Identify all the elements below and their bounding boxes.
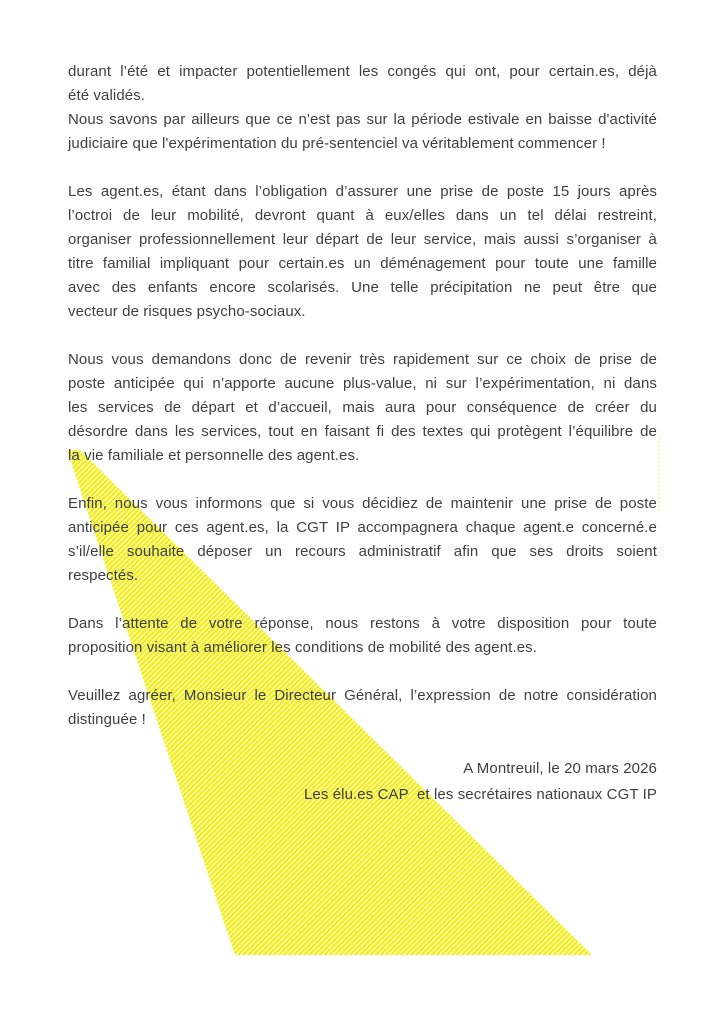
paragraph [68, 492, 657, 588]
text-line: distinguée ! [68, 711, 146, 728]
text-line: s’il/elle souhaite déposer un recours administratif afin que ses droits soient [68, 543, 657, 560]
text-line: les services de départ et d’accueil, mais aura pour conséquence de créer du [68, 399, 657, 416]
signature-block [68, 756, 657, 808]
text-line: proposition visant à améliorer les conditions de mobilité des agent.es. [68, 639, 538, 656]
text-line: durant l’été et impacter potentiellement les congés qui ont, pour certain.es, déjà [68, 63, 657, 80]
text-line: judiciaire que l'expérimentation du pré-sentenciel va véritablement commencer ! [68, 135, 606, 152]
text-line: Enfin, nous vous informons que si vous décidiez de maintenir une prise de poste [68, 495, 657, 512]
text-line: Veuillez agréer, Monsieur le Directeur Général, l’expression de notre considération [68, 687, 657, 704]
text-line: Nous savons par ailleurs que ce n'est pas sur la période estivale en baisse d'activité [68, 111, 657, 128]
signature-place-date: A Montreuil, le 20 mars 2026 [463, 760, 657, 777]
scan-artifact-line [658, 437, 660, 511]
text-line: organiser professionnellement leur départ de leur service, mais aussi s’organiser à [68, 231, 657, 248]
text-line: la vie familiale et personnelle des agent.es. [68, 447, 360, 464]
signature-signatories: Les élu.es CAP et les secrétaires nationaux CGT IP [303, 786, 657, 803]
paragraph [68, 612, 657, 660]
text-line: poste anticipée qui n’apporte aucune plus-value, ni sur l’expérimentation, ni dans [68, 375, 657, 392]
paragraph [68, 180, 657, 324]
text-line: avec des enfants encore scolarisés. Une telle précipitation ne peut être que [68, 279, 657, 296]
text-line: l’octroi de leur mobilité, devront quant à eux/elles dans un tel délai restreint, [68, 207, 657, 224]
text-line: Les agent.es, étant dans l’obligation d’assurer une prise de poste 15 jours après [68, 183, 657, 200]
text-line: Nous vous demandons donc de revenir très rapidement sur ce choix de prise de [68, 351, 657, 368]
text-line: vecteur de risques psycho-sociaux. [68, 303, 306, 320]
paragraph [68, 60, 657, 156]
letter-body [68, 60, 657, 808]
text-line: Dans l’attente de votre réponse, nous restons à votre disposition pour toute [68, 615, 657, 632]
paragraphs-container [68, 60, 657, 732]
text-line: désordre dans les services, tout en faisant fi des textes qui protègent l’équilibre de [68, 423, 657, 440]
text-line: anticipée pour ces agent.es, la CGT IP accompagnera chaque agent.e concerné.e [68, 519, 657, 536]
text-line: respectés. [68, 567, 139, 584]
text-line: titre familial impliquant pour certain.es un déménagement pour toute une famille [68, 255, 657, 272]
text-line: été validés. [68, 87, 146, 104]
paragraph [68, 684, 657, 732]
paragraph [68, 348, 657, 468]
